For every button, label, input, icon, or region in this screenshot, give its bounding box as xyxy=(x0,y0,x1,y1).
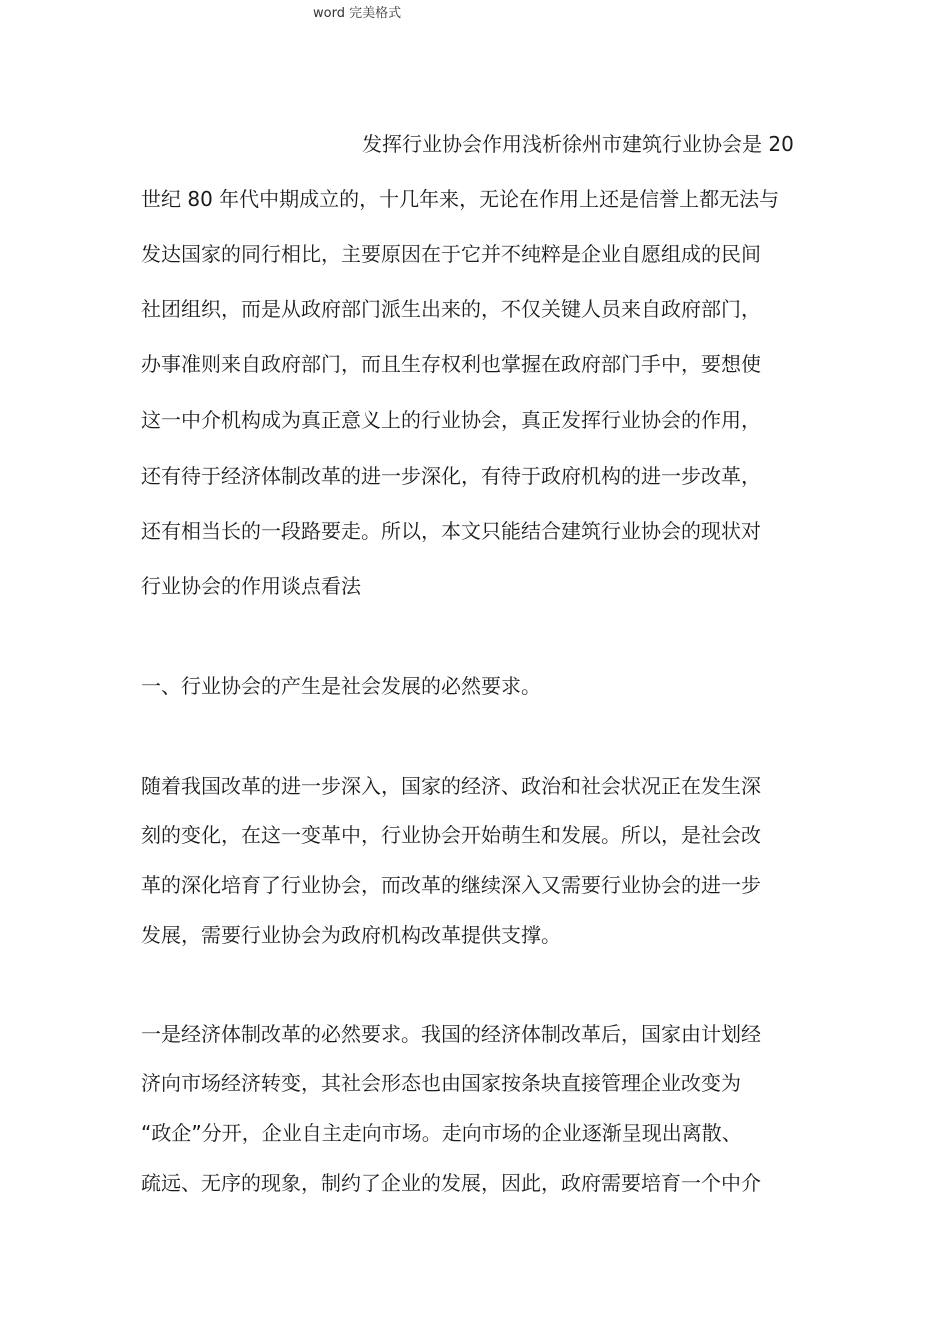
intro-line: 行业协会的作用谈点看法 xyxy=(141,574,361,598)
paragraph-line: 疏远、无序的现象，制约了企业的发展，因此，政府需要培育一个中介 xyxy=(141,1171,761,1195)
paragraph-line: “政企”分开，企业自主走向市场。走向市场的企业逐渐呈现出离散、 xyxy=(141,1121,742,1145)
intro-line: 社团组织，而是从政府部门派生出来的，不仅关键人员来自政府部门， xyxy=(141,297,761,321)
paragraph-line: 一是经济体制改革的必然要求。我国的经济体制改革后，国家由计划经 xyxy=(141,1022,761,1046)
intro-line: 还有相当长的一段路要走。所以，本文只能结合建筑行业协会的现状对 xyxy=(141,519,761,543)
paragraph-line: 济向市场经济转变，其社会形态也由国家按条块直接管理企业改变为 xyxy=(141,1071,741,1095)
intro-line: 这一中介机构成为真正意义上的行业协会，真正发挥行业协会的作用， xyxy=(141,408,761,432)
intro-line: 还有待于经济体制改革的进一步深化，有待于政府机构的进一步改革， xyxy=(141,464,761,488)
intro-line: 发挥行业协会作用浅析徐州市建筑行业协会是 20 xyxy=(362,132,794,156)
section-heading: 一、行业协会的产生是社会发展的必然要求。 xyxy=(141,674,541,698)
header-note: word 完美格式 xyxy=(313,6,402,21)
intro-line: 世纪 80 年代中期成立的，十几年来，无论在作用上还是信誉上都无法与 xyxy=(141,187,780,211)
intro-line: 办事准则来自政府部门，而且生存权利也掌握在政府部门手中，要想使 xyxy=(141,352,761,376)
intro-line: 发达国家的同行相比，主要原因在于它并不纯粹是企业自愿组成的民间 xyxy=(141,242,761,266)
paragraph-line: 革的深化培育了行业协会，而改革的继续深入又需要行业协会的进一步 xyxy=(141,873,761,897)
paragraph-line: 刻的变化，在这一变革中，行业协会开始萌生和发展。所以，是社会改 xyxy=(141,823,761,847)
paragraph-line: 发展，需要行业协会为政府机构改革提供支撑。 xyxy=(141,923,561,947)
paragraph-line: 随着我国改革的进一步深入，国家的经济、政治和社会状况正在发生深 xyxy=(141,774,761,798)
